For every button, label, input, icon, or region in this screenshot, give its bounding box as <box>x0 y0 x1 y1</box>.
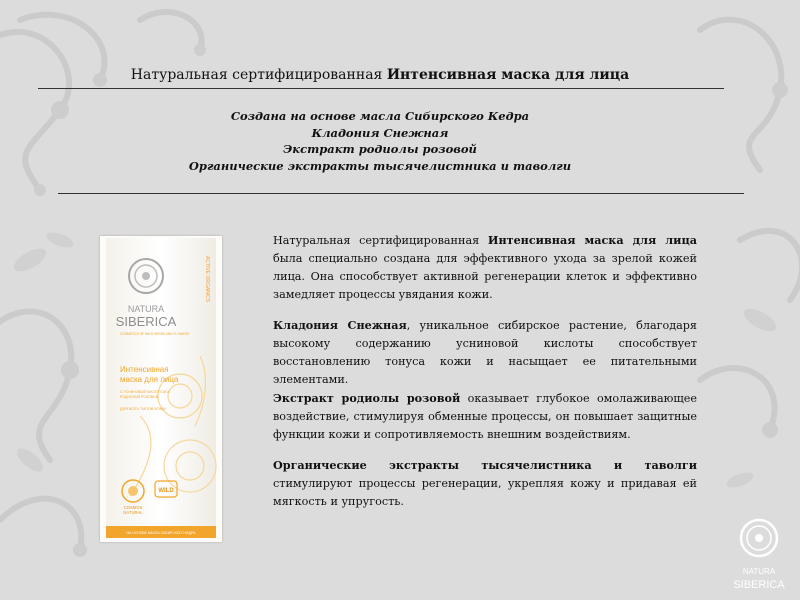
top-divider <box>38 88 724 89</box>
ingredient-3: Экстракт родиолы розовой <box>283 142 477 156</box>
wild-badge-label: WILD <box>158 488 174 494</box>
description <box>273 231 697 511</box>
rhodiola-bold: Экстракт родиолы розовой <box>273 391 461 405</box>
cladonia-post: , уникальное сибирское растение, благодаря высокому содержанию усниновой кислоты способствует восстановлению тонуса кожи и насыщает ее питательными элементами. <box>273 319 697 386</box>
product-desc-1: С УСНИНОВОЙ КИСЛОТОЙ И <box>120 390 170 394</box>
product-tube-illustration <box>100 236 222 542</box>
intro-pre: Натуральная сертифицированная <box>273 234 488 247</box>
corner-logo-line-1: NATURA <box>742 567 776 576</box>
product-bottom-text: НА ОСНОВЕ МАСЛА СИБИРСКОГО КЕДРА <box>126 531 196 535</box>
product-desc-2: РОДИОЛОЙ РОЗОВОЙ <box>120 395 159 399</box>
rhodiola-post: оказывает глубокое омолаживающее воздействие, стимулируя обменные процессы, он повышает защитные функции кожи и сопротивляемость внешним воздействиям. <box>273 392 697 441</box>
brand-logo <box>728 516 790 594</box>
product-name-1: Интенсивная <box>120 365 169 374</box>
paragraph-rhodiola <box>273 389 697 444</box>
paragraph-cladonia <box>273 316 697 389</box>
paragraph-extracts <box>273 456 697 511</box>
ingredient-2: Кладония Снежная <box>311 125 449 140</box>
product-skin-type: ДЛЯ ВСЕХ ТИПОВ КОЖИ <box>120 407 166 411</box>
title-plain: Натуральная сертифицированная <box>130 67 383 83</box>
ingredient-1: Создана на основе масла Сибирского Кедра <box>230 109 530 123</box>
title-bold: Интенсивная маска для лица <box>386 67 630 83</box>
product-image <box>100 236 222 542</box>
extracts-post: стимулируют процессы регенерации, укрепляя кожу и придавая ей мягкость и упругость. <box>273 477 697 508</box>
product-name-2: маска для лица <box>120 375 179 384</box>
page-title <box>0 66 760 84</box>
ingredient-4: Органические экстракты тысячелистника и таволги <box>188 158 572 173</box>
ingredients-list <box>0 108 760 174</box>
intro-bold: Интенсивная маска для лица <box>487 233 697 247</box>
cosmos-line-2: NATURAL <box>123 510 143 515</box>
intro-post: была специально создана для эффективного ухода за зрелой кожей лица. Она способствует активной регенерации клеток и эффективно замедляет процессы увядания кожи. <box>273 252 697 301</box>
corner-logo-line-2: SIBERICA <box>733 579 785 591</box>
paragraph-intro <box>273 231 697 304</box>
product-brand-top: NATURA <box>127 304 165 314</box>
extracts-bold: Органические экстракты тысячелистника и таволги <box>273 458 697 472</box>
product-side-text: ACTIVE ORGANICS <box>204 256 210 303</box>
bottom-divider <box>58 193 744 194</box>
product-brand-sub: COSMETICS OF WILD HERBS AND FLOWERS <box>120 332 190 336</box>
product-brand-bottom: SIBERICA <box>115 314 177 329</box>
cosmos-line-1: COSMOS <box>123 505 143 510</box>
cladonia-bold: Кладония Снежная <box>273 318 407 332</box>
